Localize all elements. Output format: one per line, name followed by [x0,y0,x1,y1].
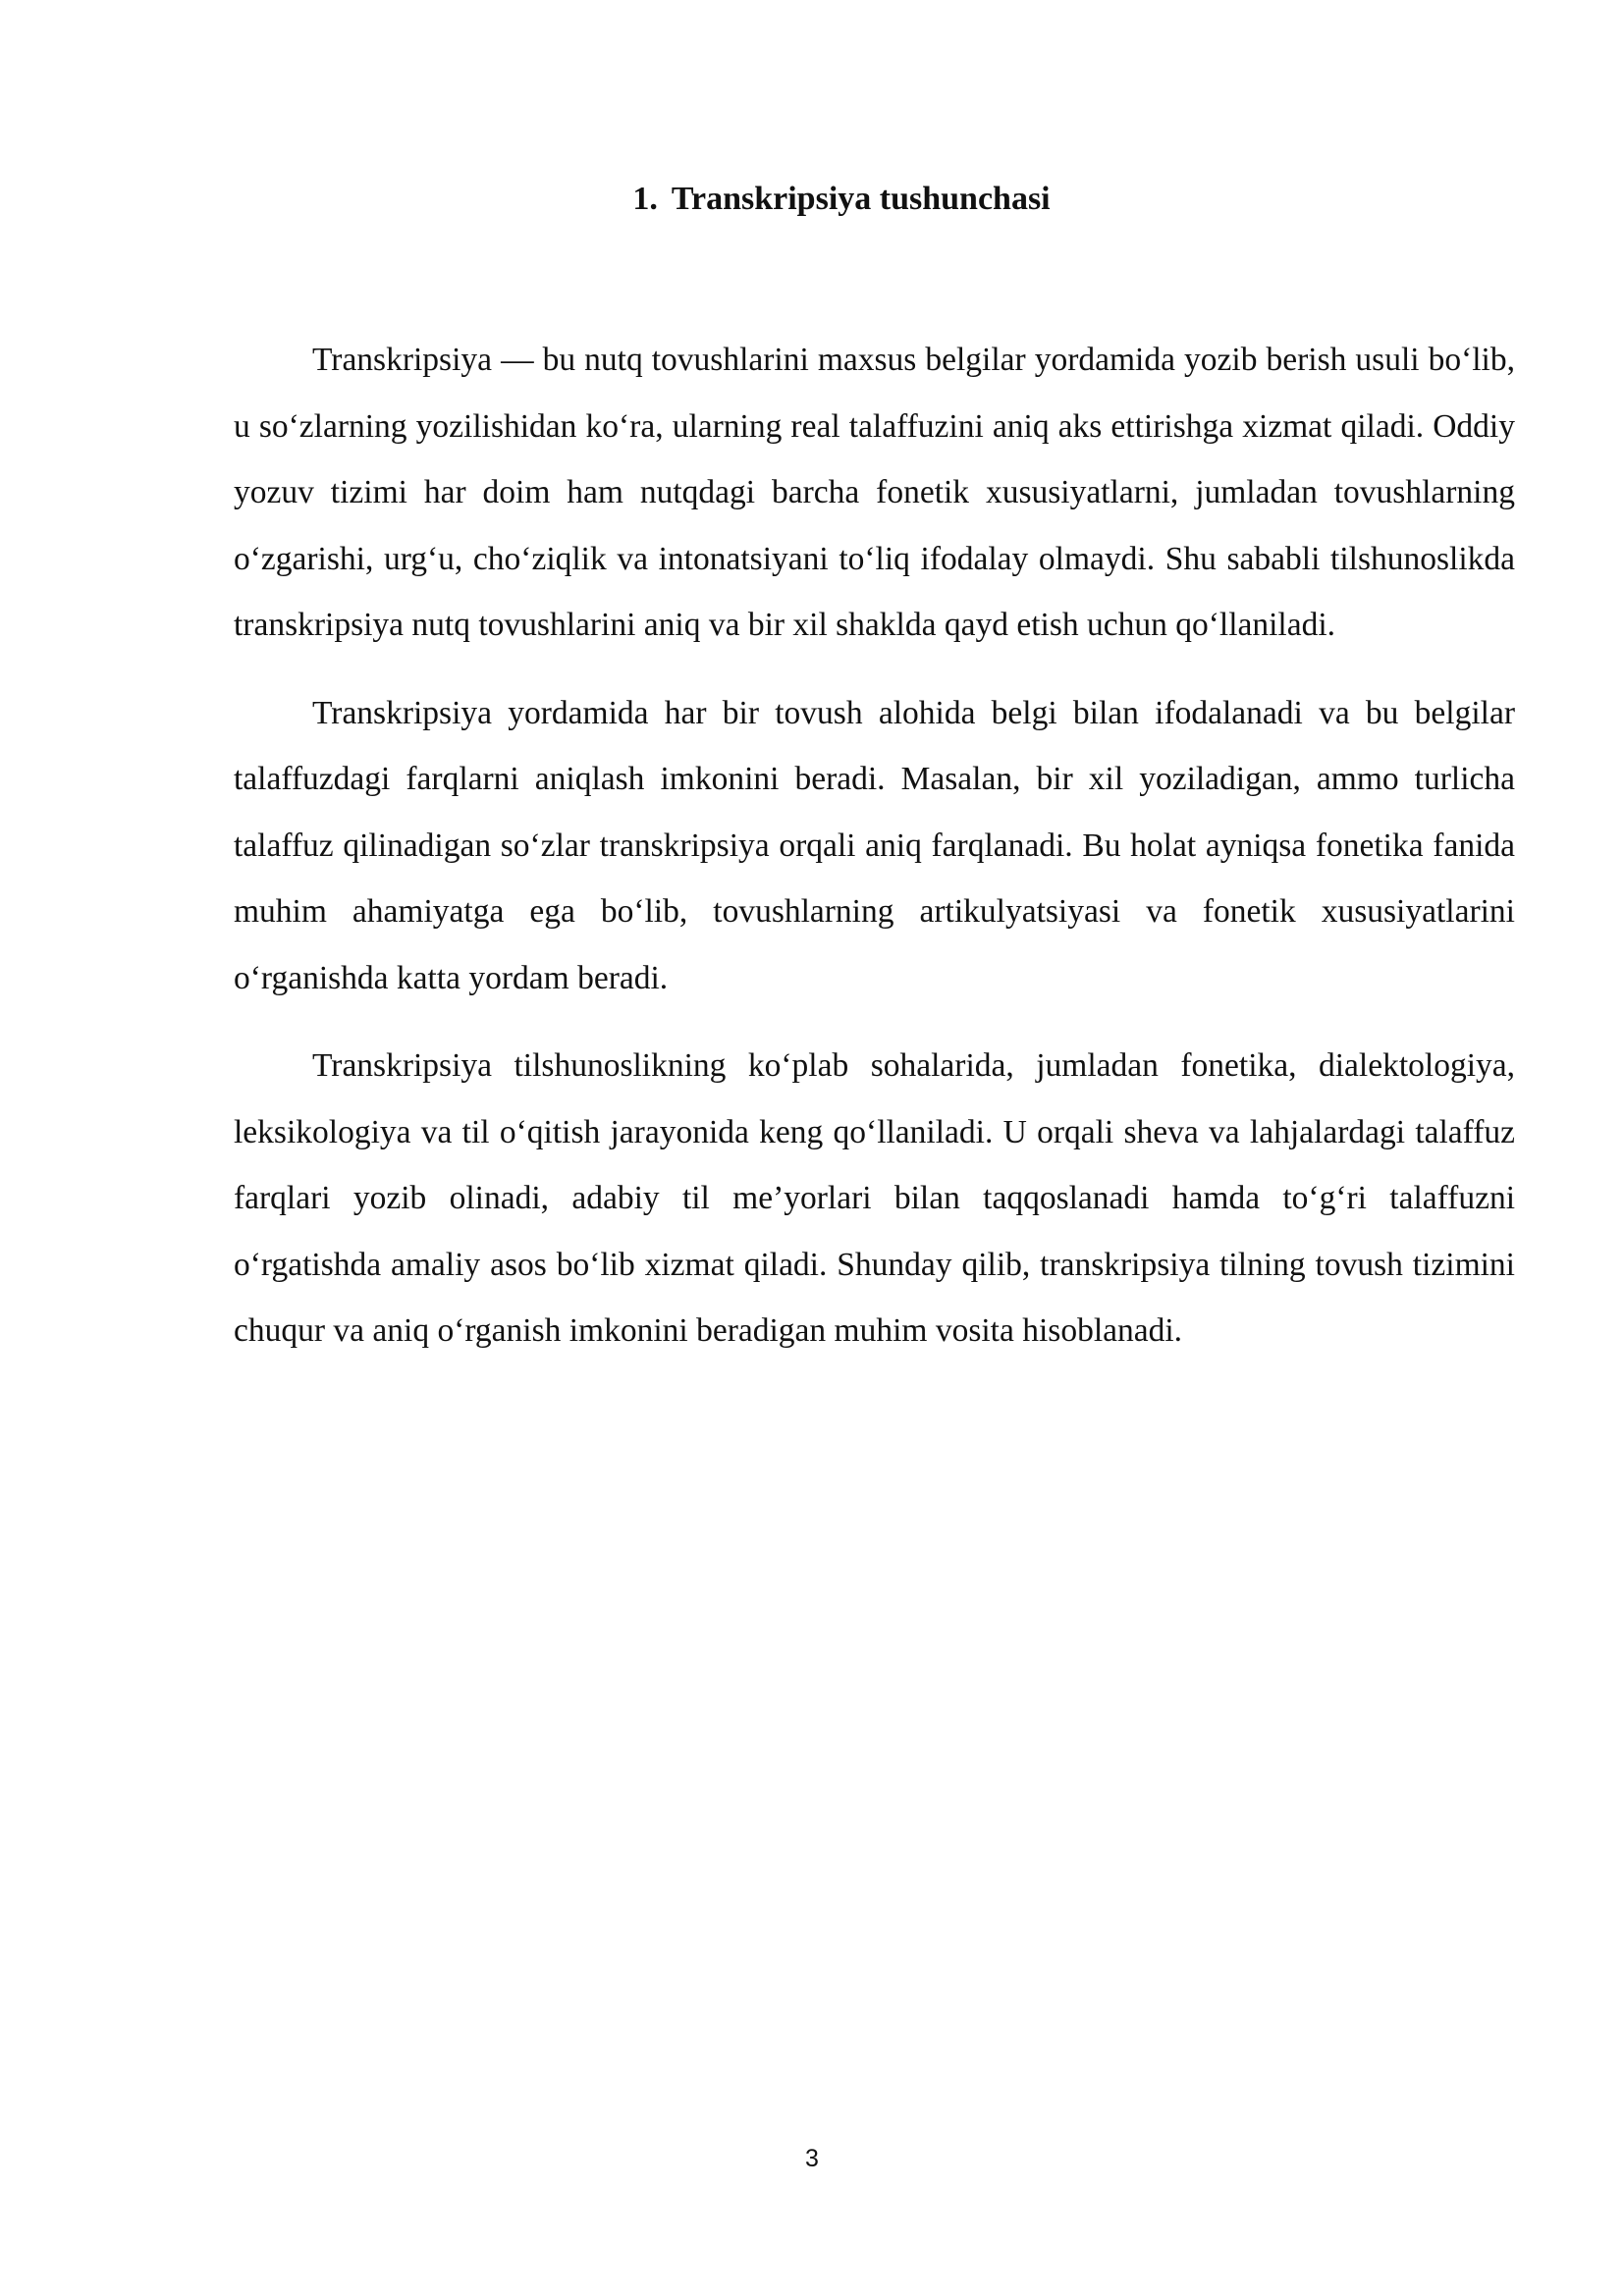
body-text [234,327,1515,1386]
section-title: Transkripsiya tushunchasi [671,180,1051,217]
paragraph-1: Transkripsiya — bu nutq tovushlarini maxsus belgilar yordamida yozib berish usuli bo‘lib, u so‘zlarning yozilishidan ko‘ra, ularning real talaffuzini aniq aks ettirishga xizmat qiladi. Oddiy yozuv tizimi har doim ham nutqdagi barcha fonetik xususiyatlarni, jumladan tovushlarning o‘zgarishi, urg‘u, cho‘ziqlik va intonatsiyani to‘liq ifodalay olmaydi. Shu sababli tilshunoslikda transkripsiya nutq tovushlarini aniq va bir xil shaklda qayd etish uchun qo‘llaniladi. [234,342,1515,643]
page-number: 3 [805,2145,819,2172]
section-number: 1. [632,180,658,217]
section-heading [0,178,1624,221]
paragraph-3: Transkripsiya tilshunoslikning ko‘plab sohalarida, jumladan fonetika, dialektologiya, leksikologiya va til o‘qitish jarayonida keng qo‘llaniladi. U orqali sheva va lahjalardagi talaffuz farqlari yozib olinadi, adabiy til me’yorlari bilan taqqoslanadi hamda to‘g‘ri talaffuzni o‘rgatishda amaliy asos bo‘lib xizmat qiladi. Shunday qilib, transkripsiya tilning tovush tizimini chuqur va aniq o‘rganish imkonini beradigan muhim vosita hisoblanadi. [234,1047,1515,1349]
paragraph-2: Transkripsiya yordamida har bir tovush alohida belgi bilan ifodalanadi va bu belgilar talaffuzdagi farqlarni aniqlash imkonini beradi. Masalan, bir xil yoziladigan, ammo turlicha talaffuz qilinadigan so‘zlar transkripsiya orqali aniq farqlanadi. Bu holat ayniqsa fonetika fanida muhim ahamiyatga ega bo‘lib, tovushlarning artikulyatsiyasi va fonetik xususiyatlarini o‘rganishda katta yordam beradi. [234,694,1515,996]
